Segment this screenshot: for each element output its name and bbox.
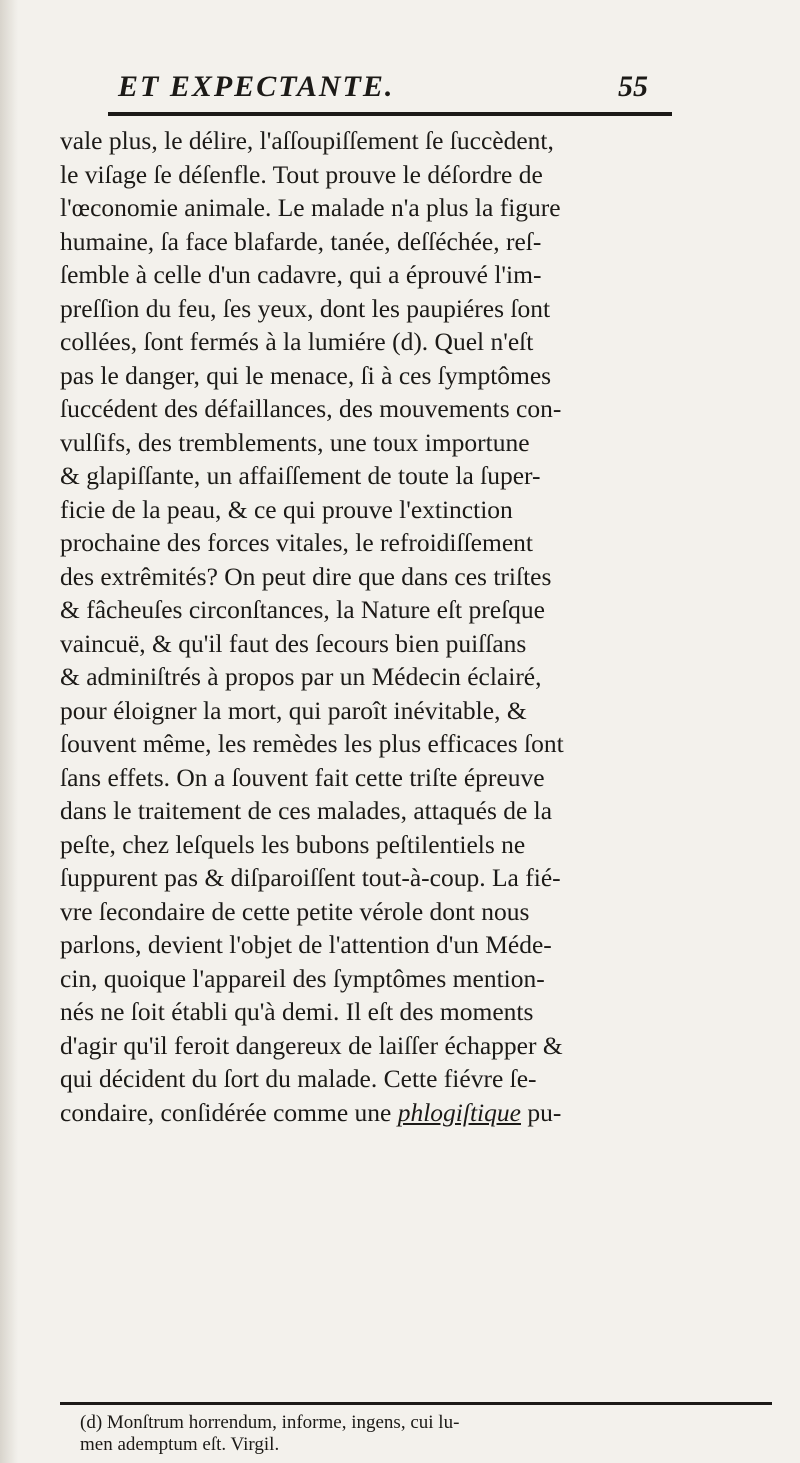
page-edge-shadow <box>0 0 18 1463</box>
text-line: des extrêmités? On peut dire que dans ces triſtes <box>60 561 552 591</box>
text-line: preſſion du feu, ſes yeux, dont les paupiéres ſont <box>60 293 551 323</box>
text-line: vaincuë, & qu'il faut des ſecours bien puiſſans <box>60 628 527 658</box>
text-line: peſte, chez leſquels les bubons peſtilentiels ne <box>60 829 526 859</box>
text-line: dans le traitement de ces malades, attaqués de la <box>60 796 553 825</box>
text-line: d'agir qu'il feroit dangereux de laiſſer échapper & <box>60 1030 563 1060</box>
text-line: qui décident du ſort du malade. Cette fiévre ſe- <box>60 1064 537 1093</box>
text-line: prochaine des forces vitales, le refroidiſſement <box>60 528 533 557</box>
text-line: pour éloigner la mort, qui paroît inévitable, & <box>60 695 527 725</box>
text-line: ſuccédent des défaillances, des mouvements con- <box>60 394 562 423</box>
text-line: ſans effets. On a ſouvent fait cette triſte épreuve <box>60 762 545 792</box>
last-line-start: condaire, conſidérée comme une <box>60 1097 398 1127</box>
text-line: cin, quoique l'appareil des ſymptômes mention- <box>60 963 545 993</box>
running-title: ET EXPECTANTE. <box>118 70 395 103</box>
last-line-end: pu- <box>520 1097 562 1127</box>
text-line: & fâcheuſes circonſtances, la Nature eſt preſque <box>60 595 545 624</box>
page-number: 55 <box>618 70 648 103</box>
text-line: pas le danger, qui le menace, ſi à ces ſymptômes <box>60 360 552 390</box>
footnote-rule <box>60 1402 772 1405</box>
text-line: ſuppurent pas & diſparoiſſent tout-à-coup. La fié- <box>60 863 561 892</box>
text-line-last <box>60 1096 772 1130</box>
text-line: le viſage ſe déſenfle. Tout prouve le déſordre de <box>60 159 543 189</box>
text-line: l'œconomie animale. Le malade n'a plus la figure <box>60 193 561 222</box>
text-line: collées, ſont fermés à la lumiére (d). Quel n'eſt <box>60 327 534 356</box>
text-line: vre ſecondaire de cette petite vérole dont nous <box>60 896 530 926</box>
text-line: ficie de la peau, & ce qui prouve l'extinction <box>60 494 513 524</box>
footnote-line: (d) Monſtrum horrendum, informe, ingens, cui lu- <box>80 1412 460 1433</box>
text-line: nés ne ſoit établi qu'à demi. Il eſt des moments <box>60 997 534 1026</box>
footnote <box>80 1412 780 1456</box>
running-head <box>118 70 648 110</box>
footnote-line: men ademptum eſt. Virgil. <box>80 1434 280 1455</box>
text-line: vulſifs, des tremblements, une toux importune <box>60 427 530 457</box>
text-line: & adminiſtrés à propos par un Médecin éclairé, <box>60 662 542 691</box>
italic-term: phlogiſtique <box>397 1097 521 1127</box>
text-line: parlons, devient l'objet de l'attention d'un Méde- <box>60 930 552 959</box>
text-line: humaine, ſa face blafarde, tanée, deſſéchée, reſ- <box>60 226 542 256</box>
text-line: & glapiſſante, un affaiſſement de toute la ſuper- <box>60 461 541 490</box>
text-line: ſemble à celle d'un cadavre, qui a éprouvé l'im- <box>60 260 542 289</box>
header-rule <box>108 112 672 116</box>
text-line: vale plus, le délire, l'aſſoupiſſement ſe ſuccèdent, <box>60 126 554 155</box>
body-text <box>60 124 772 1129</box>
text-line: ſouvent même, les remèdes les plus efficaces ſont <box>60 729 564 758</box>
